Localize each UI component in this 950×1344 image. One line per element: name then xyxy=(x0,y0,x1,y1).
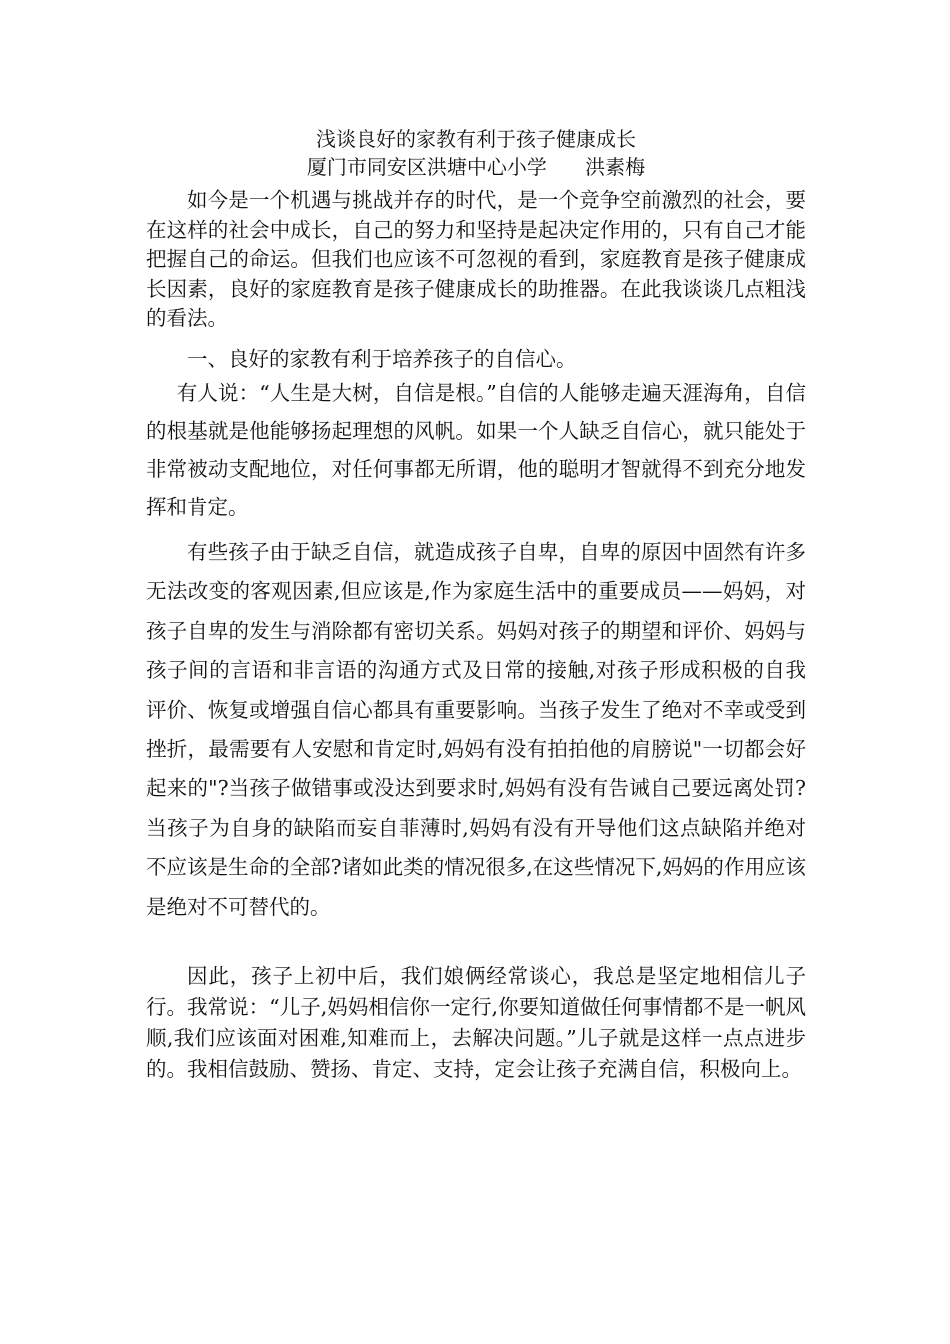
paragraph-confidence-quote: 有人说：“人生是大树，自信是根。”自信的人能够走遍天涯海角，自信的根基就是他能够扬起理想的风帆。如果一个人缺乏自信心，就只能处于非常被动支配地位，对任何事都无所谓，他的聪明才智就得不到充分地发挥和肯定。 xyxy=(146,381,806,519)
paragraph-son-example: 因此，孩子上初中后，我们娘俩经常谈心，我总是坚定地相信儿子行。我常说：“儿子,妈妈相信你一定行,你要知道做任何事情都不是一帆风顺,我们应该面对困难,知难而上，去解决问题。”儿子就是这样一点点进步的。我相信鼓励、赞扬、肯定、支持，定会让孩子充满自信，积极向上。 xyxy=(146,964,806,1081)
paragraph-intro: 如今是一个机遇与挑战并存的时代，是一个竞争空前激烈的社会，要在这样的社会中成长，自己的努力和坚持是起决定作用的，只有自己才能把握自己的命运。但我们也应该不可忽视的看到，家庭教育是孩子健康成长因素，良好的家庭教育是孩子健康成长的助推器。在此我谈谈几点粗浅的看法。 xyxy=(146,188,806,330)
paragraph-mother-role: 有些孩子由于缺乏自信，就造成孩子自卑，自卑的原因中固然有许多无法改变的客观因素,但应该是,作为家庭生活中的重要成员——妈妈，对孩子自卑的发生与消除都有密切关系。妈妈对孩子的期望和评价、妈妈与孩子间的言语和非言语的沟通方式及日常的接触,对孩子形成积极的自我评价、恢复或增强自信心都具有重要影响。当孩子发生了绝对不幸或受到挫折，最需要有人安慰和肯定时,妈妈有没有拍拍他的肩膀说"一切都会好起来的"?当孩子做错事或没达到要求时,妈妈有没有告诫自己要远离处罚?当孩子为自身的缺陷而妄自菲薄时,妈妈有没有开导他们这点缺陷并绝对不应该是生命的全部?诸如此类的情况很多,在这些情况下,妈妈的作用应该是绝对不可替代的。 xyxy=(146,540,806,919)
section-heading-1: 一、良好的家教有利于培养孩子的自信心。 xyxy=(187,347,577,371)
author-byline: 厦门市同安区洪塘中心小学 洪素梅 xyxy=(306,155,646,179)
document-title: 浅谈良好的家教有利于孩子健康成长 xyxy=(316,127,636,151)
